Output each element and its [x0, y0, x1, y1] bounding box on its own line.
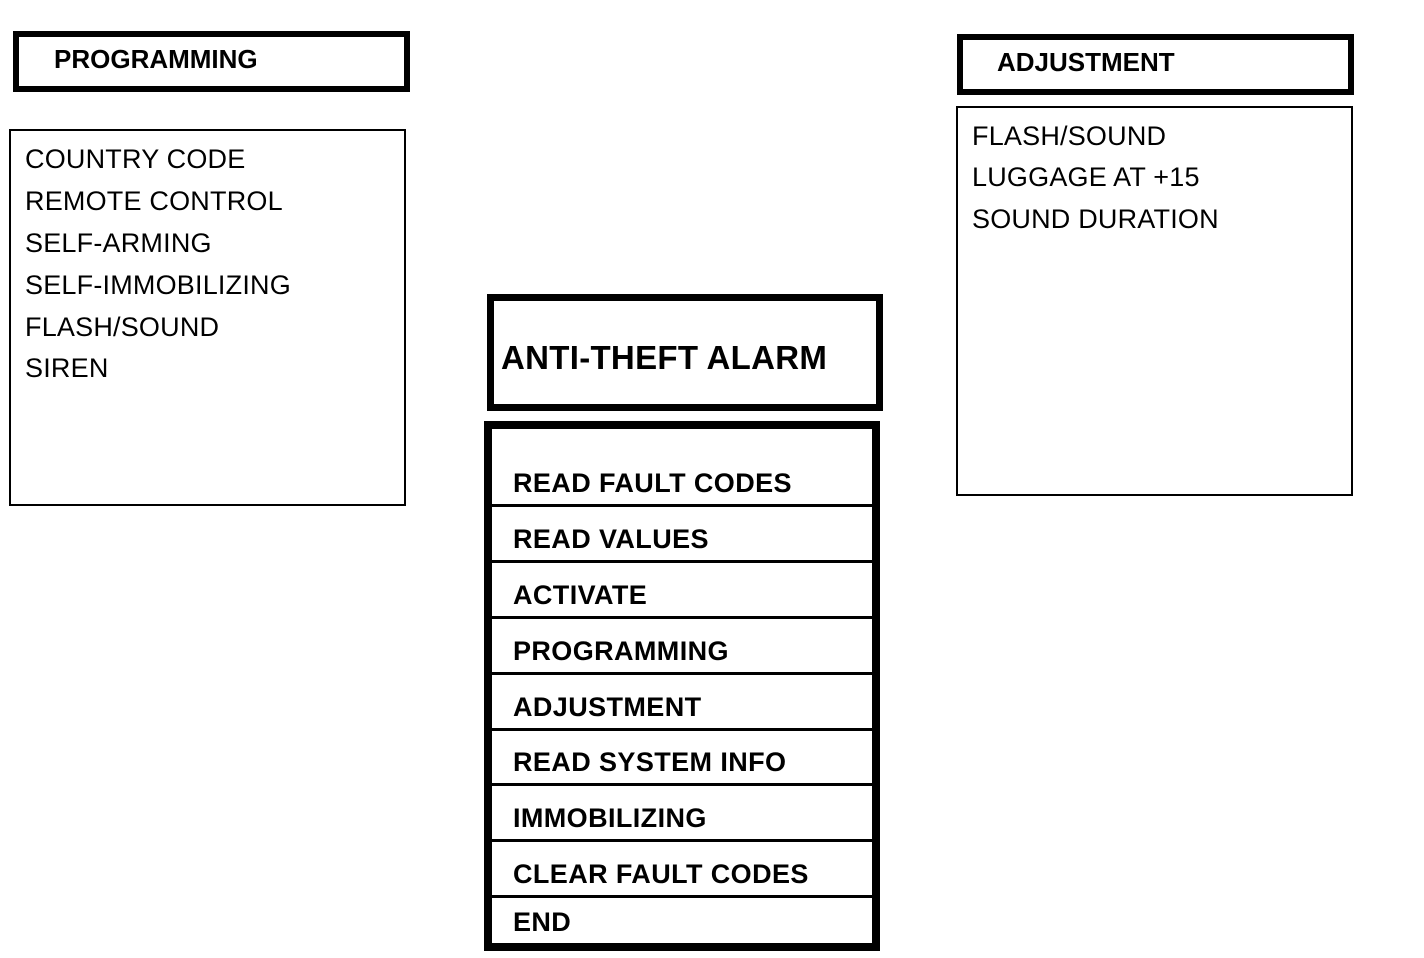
anti-theft-alarm-title: ANTI-THEFT ALARM	[501, 339, 828, 376]
programming-item-self-immobilizing[interactable]: SELF-IMMOBILIZING	[25, 270, 291, 300]
programming-item-flash-sound[interactable]: FLASH/SOUND	[25, 312, 220, 342]
main-menu	[484, 421, 880, 951]
adjustment-title: ADJUSTMENT	[997, 47, 1175, 77]
programming-item-self-arming[interactable]: SELF-ARMING	[25, 228, 212, 258]
menu-item-label: READ SYSTEM INFO	[513, 747, 787, 777]
menu-item-label: PROGRAMMING	[513, 636, 729, 666]
menu-item-label: IMMOBILIZING	[513, 803, 707, 833]
menu-item-label: CLEAR FAULT CODES	[513, 859, 809, 889]
menu-item-label: ADJUSTMENT	[513, 692, 702, 722]
menu-item-read-system-info[interactable]	[492, 731, 872, 786]
adjustment-item-sound-duration[interactable]: SOUND DURATION	[972, 204, 1219, 234]
programming-header	[13, 31, 410, 92]
adjustment-options-list	[956, 106, 1353, 496]
menu-item-activate[interactable]	[492, 563, 872, 619]
menu-item-programming[interactable]	[492, 619, 872, 675]
programming-options-list	[9, 129, 406, 506]
adjustment-item-luggage[interactable]: LUGGAGE AT +15	[972, 162, 1200, 192]
menu-item-read-values[interactable]	[492, 507, 872, 563]
menu-item-adjustment[interactable]	[492, 675, 872, 731]
menu-item-end[interactable]	[492, 898, 872, 943]
menu-item-label: ACTIVATE	[513, 580, 648, 610]
programming-item-remote-control[interactable]: REMOTE CONTROL	[25, 186, 283, 216]
menu-item-label: READ VALUES	[513, 524, 709, 554]
menu-item-immobilizing[interactable]	[492, 786, 872, 842]
programming-item-country-code[interactable]: COUNTRY CODE	[25, 144, 246, 174]
adjustment-item-flash-sound[interactable]: FLASH/SOUND	[972, 121, 1167, 151]
anti-theft-alarm-header	[487, 294, 883, 411]
menu-item-clear-fault-codes[interactable]	[492, 842, 872, 898]
menu-item-read-fault-codes[interactable]	[492, 429, 872, 507]
adjustment-header	[957, 34, 1354, 95]
programming-title: PROGRAMMING	[54, 44, 258, 74]
menu-item-label: READ FAULT CODES	[513, 468, 792, 498]
programming-item-siren[interactable]: SIREN	[25, 353, 109, 383]
menu-item-label: END	[513, 907, 572, 937]
